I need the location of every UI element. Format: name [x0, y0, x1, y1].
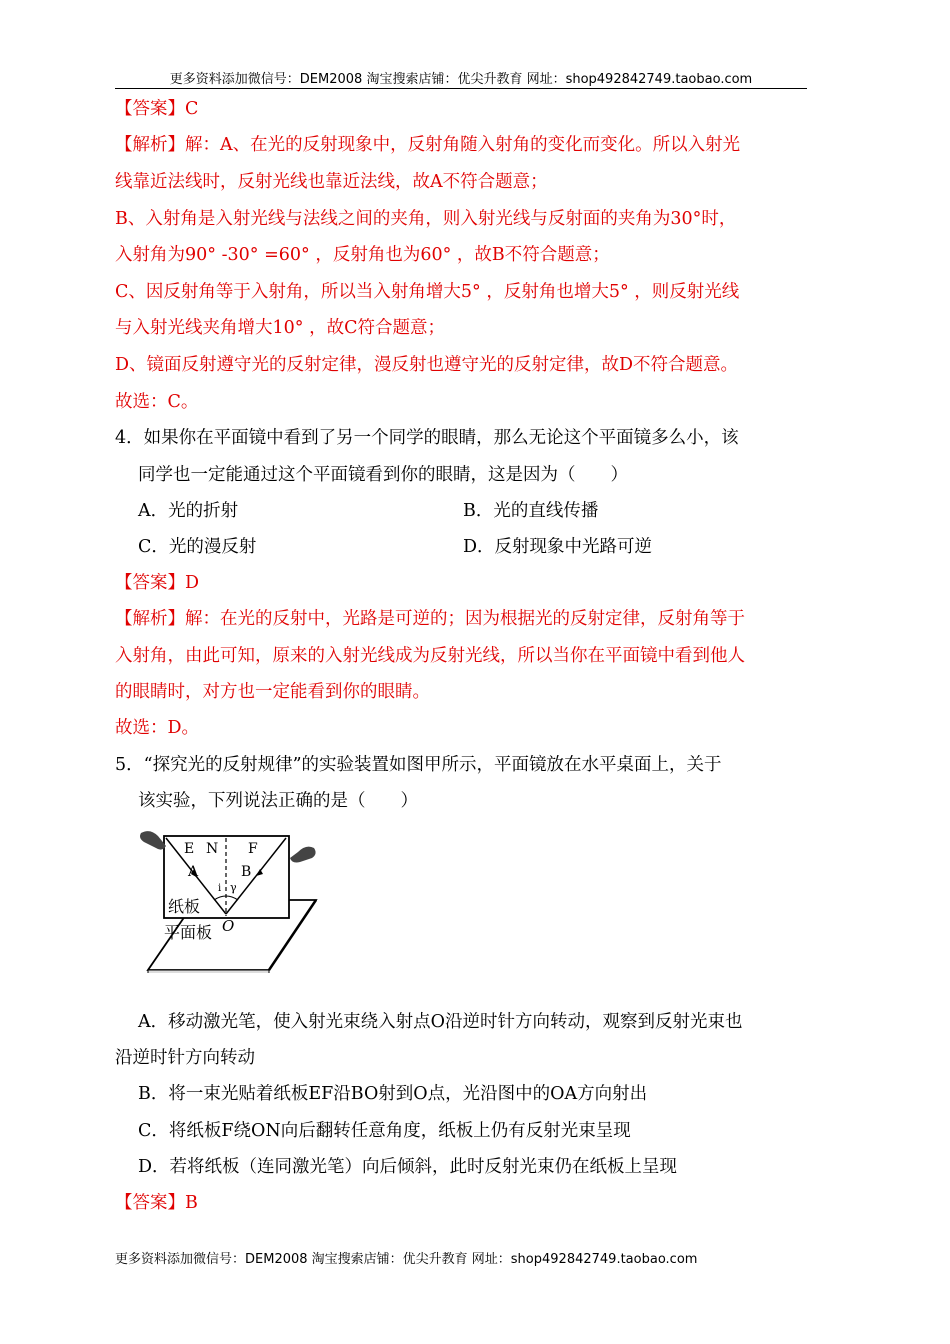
page-header: 更多资料添加微信号：DEM2008 淘宝搜索店铺：优尖升教育 网址：shop492842749.taobao.com: [169, 72, 753, 87]
q3-analysis-line: 【解析】解：A、在光的反射现象中，反射角随入射角的变化而变化。所以入射光: [115, 135, 741, 155]
figure-label: γ: [230, 881, 237, 894]
figure-label: E: [184, 841, 195, 857]
figure-label: N: [206, 841, 219, 857]
q4-analysis-line: 的眼睛时，对方也一定能看到你的眼睛。: [115, 682, 430, 702]
q3-conclusion: 故选：C。: [115, 392, 199, 412]
q5-stem-line: 该实验，下列说法正确的是（ ）: [138, 791, 418, 811]
q4-analysis-line: 【解析】解：在光的反射中，光路是可逆的；因为根据光的反射定律，反射角等于: [115, 609, 745, 629]
q5-option-d: D．若将纸板（连同激光笔）向后倾斜，此时反射光束仍在纸板上呈现: [138, 1157, 678, 1177]
q5-stem-line: 5．“探究光的反射规律”的实验装置如图甲所示，平面镜放在水平桌面上，关于: [115, 755, 722, 775]
q5-option-a-cont: 沿逆时针方向转动: [115, 1048, 255, 1068]
figure-label: i: [218, 883, 222, 894]
q3-analysis-line: 入射角为90° -30° =60° ，反射角也为60° ，故B不符合题意；: [115, 245, 610, 265]
q3-analysis-line: B、入射角是入射光线与法线之间的夹角，则入射光线与反射面的夹角为30°时，: [115, 209, 737, 229]
figure-label: 纸板: [168, 897, 201, 916]
q5-answer: 【答案】B: [115, 1193, 198, 1213]
q4-stem-line: 同学也一定能通过这个平面镜看到你的眼睛，这是因为（ ）: [138, 465, 628, 485]
q4-option-c: C．光的漫反射: [138, 537, 257, 557]
q3-analysis-line: C、因反射角等于入射角，所以当入射角增大5° ，反射角也增大5° ，则反射光线: [115, 282, 740, 302]
q5-option-c: C．将纸板F绕ON向后翻转任意角度，纸板上仍有反射光束呈现: [138, 1121, 631, 1141]
q3-analysis-line: 线靠近法线时，反射光线也靠近法线，故A不符合题意；: [115, 172, 548, 192]
figure-label: 平面板: [164, 923, 213, 942]
q3-analysis-line: 与入射光线夹角增大10° ，故C符合题意；: [115, 318, 445, 338]
figure-label: O: [222, 917, 235, 935]
figure-label: F: [248, 841, 258, 857]
q4-option-a: A．光的折射: [138, 501, 239, 521]
q4-conclusion: 故选：D。: [115, 718, 200, 738]
hand-icon: [290, 847, 316, 863]
q4-option-d: D．反射现象中光路可逆: [463, 537, 653, 557]
q4-option-row: [138, 499, 238, 523]
figure-label: A: [188, 864, 199, 880]
hand-icon: [140, 831, 166, 850]
q4-analysis-line: 入射角，由此可知，原来的入射光线成为反射光线，所以当你在平面镜中看到他人: [115, 646, 745, 666]
q4-answer: 【答案】D: [115, 573, 200, 593]
reflection-experiment-figure: [136, 828, 336, 973]
figure-label: B: [241, 864, 252, 880]
q4-stem-line: 4．如果你在平面镜中看到了另一个同学的眼睛，那么无论这个平面镜多么小，该: [115, 428, 739, 448]
mirror-board-edge: [148, 970, 269, 973]
q3-answer: 【答案】C: [115, 99, 199, 119]
page-footer: 更多资料添加微信号：DEM2008 淘宝搜索店铺：优尖升教育 网址：shop492842749.taobao.com: [115, 1252, 698, 1267]
q4-option-b: B．光的直线传播: [463, 501, 599, 521]
q3-analysis-line: D、镜面反射遵守光的反射定律，漫反射也遵守光的反射定律，故D不符合题意。: [115, 355, 739, 375]
q5-option-b: B．将一束光贴着纸板EF沿BO射到O点，光沿图中的OA方向射出: [138, 1084, 648, 1104]
q5-option-a: A．移动激光笔，使入射光束绕入射点O沿逆时针方向转动，观察到反射光束也: [138, 1012, 743, 1032]
header-divider: [115, 88, 807, 89]
